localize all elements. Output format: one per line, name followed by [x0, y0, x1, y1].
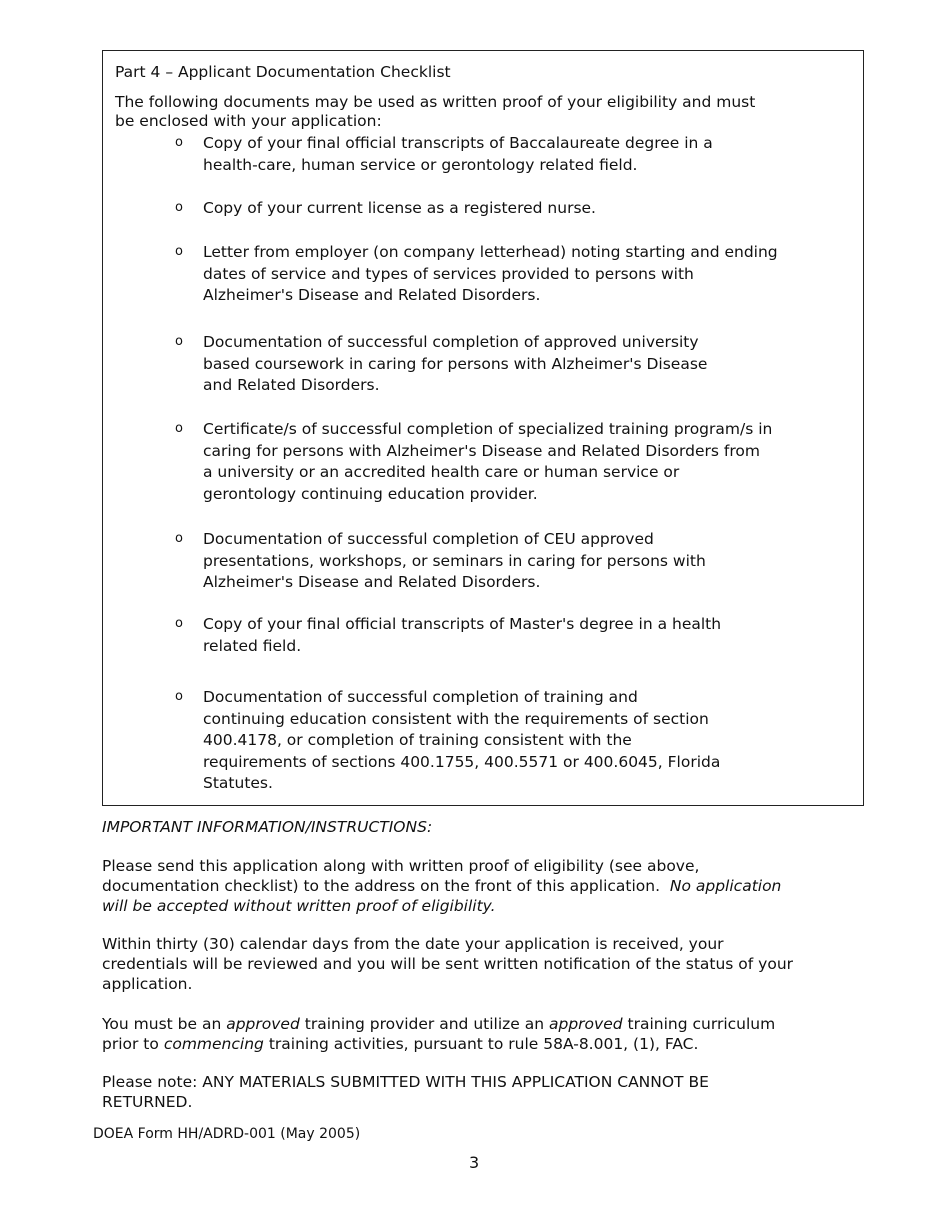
text-span: prior to: [102, 1035, 159, 1053]
bullet-icon: o: [175, 200, 183, 215]
checklist-item-line: Documentation of successful completion of training and: [203, 688, 638, 706]
checklist-item: [175, 332, 828, 397]
bullet-icon: o: [175, 135, 183, 150]
instructions-heading-text: IMPORTANT INFORMATION/INSTRUCTIONS:: [102, 818, 433, 836]
checklist-item-line: continuing education consistent with the requirements of section: [203, 709, 709, 728]
checklist-item: [175, 419, 828, 505]
checklist-item: [175, 242, 828, 307]
checklist-item-line: caring for persons with Alzheimer's Disease and Related Disorders from: [203, 441, 760, 460]
text-span: You must be an: [102, 1015, 222, 1033]
form-identifier: DOEA Form HH/ADRD-001 (May 2005): [93, 1126, 361, 1142]
text-span: training provider and utilize an: [304, 1015, 545, 1033]
checklist-intro: [115, 93, 815, 131]
text-span-italic: approved: [226, 1015, 300, 1033]
instructions-paragraph-2: [102, 934, 842, 994]
checklist-item: [175, 133, 828, 176]
instructions-heading: [102, 817, 842, 837]
checklist-item-line: gerontology continuing education provider.: [203, 484, 538, 503]
checklist-item-line: based coursework in caring for persons with Alzheimer's Disease: [203, 354, 708, 373]
intro-line: be enclosed with your application:: [115, 112, 382, 130]
checklist-item-line: Alzheimer's Disease and Related Disorders.: [203, 286, 541, 304]
checklist-item-line: health-care, human service or gerontology related field.: [203, 155, 638, 174]
checklist-item: [175, 529, 828, 594]
text-span: training curriculum: [627, 1015, 776, 1033]
documentation-checklist-box: [102, 50, 864, 806]
text-line: Within thirty (30) calendar days from the date your application is received, your: [102, 935, 724, 953]
bullet-icon: o: [175, 334, 183, 349]
checklist-item-line: Copy of your final official transcripts of Master's degree in a health: [203, 615, 722, 633]
text-line: RETURNED.: [102, 1093, 193, 1111]
checklist-item-line: 400.4178, or completion of training consistent with the: [203, 731, 632, 749]
text-line: [102, 1014, 842, 1034]
instructions-paragraph-3: [102, 1014, 842, 1054]
text-span: documentation checklist) to the address on the front of this application.: [102, 877, 661, 895]
text-line: Please send this application along with written proof of eligibility (see above,: [102, 857, 700, 875]
checklist-item-line: Documentation of successful completion of approved university: [203, 333, 699, 351]
text-line: credentials will be reviewed and you will be sent written notification of the status of your: [102, 955, 794, 973]
bullet-icon: o: [175, 531, 183, 546]
checklist-item-line: Letter from employer (on company letterhead) noting starting and ending: [203, 243, 778, 261]
text-span-italic: approved: [549, 1015, 623, 1033]
checklist-item-line: dates of service and types of services provided to persons with: [203, 264, 694, 283]
checklist-item-line: and Related Disorders.: [203, 376, 380, 394]
checklist-item-line: presentations, workshops, or seminars in caring for persons with: [203, 551, 706, 570]
text-line: Please note: ANY MATERIALS SUBMITTED WITH THIS APPLICATION CANNOT BE: [102, 1073, 709, 1091]
checklist-item: [175, 198, 828, 220]
checklist-item-line: Documentation of successful completion of CEU approved: [203, 530, 654, 548]
checklist-title: Part 4 – Applicant Documentation Checklist: [115, 63, 451, 81]
text-span-italic: commencing: [163, 1035, 264, 1053]
text-line: [102, 1034, 842, 1054]
checklist-item-line: Copy of your current license as a registered nurse.: [203, 199, 596, 217]
instructions-paragraph-1: [102, 856, 842, 916]
bullet-icon: o: [175, 616, 183, 631]
checklist-item-line: Certificate/s of successful completion of specialized training program/s in: [203, 420, 773, 438]
bullet-icon: o: [175, 421, 183, 436]
checklist-item-line: Statutes.: [203, 774, 273, 792]
text-line-italic: will be accepted without written proof of eligibility.: [102, 897, 496, 915]
checklist-item: [175, 614, 828, 657]
checklist-item: [175, 687, 828, 795]
checklist-item-line: a university or an accredited health care or human service or: [203, 463, 680, 481]
checklist-item-line: requirements of sections 400.1755, 400.5571 or 400.6045, Florida: [203, 752, 721, 771]
intro-line: The following documents may be used as written proof of your eligibility and must: [115, 93, 756, 111]
instructions-paragraph-4: [102, 1072, 842, 1112]
page-number: 3: [469, 1153, 480, 1172]
checklist-item-line: Copy of your final official transcripts of Baccalaureate degree in a: [203, 134, 713, 152]
text-line: [102, 876, 842, 896]
checklist-item-line: related field.: [203, 636, 302, 655]
text-span: training activities, pursuant to rule 58A-8.001, (1), FAC.: [268, 1035, 699, 1053]
text-line: application.: [102, 975, 193, 993]
bullet-icon: o: [175, 689, 183, 704]
text-span-italic: No application: [669, 877, 782, 895]
bullet-icon: o: [175, 244, 183, 259]
checklist-item-line: Alzheimer's Disease and Related Disorders.: [203, 573, 541, 591]
